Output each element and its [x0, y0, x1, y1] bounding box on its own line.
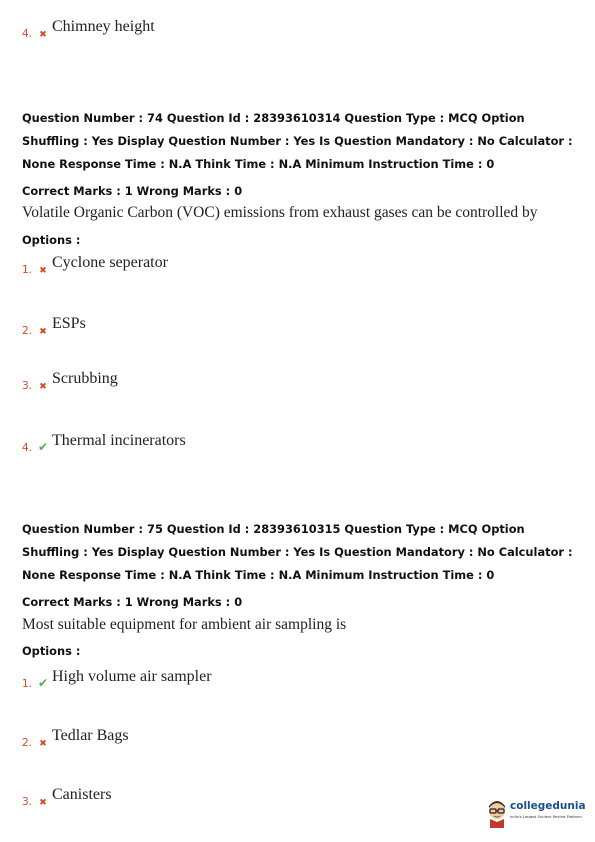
option-text: ESPs: [52, 315, 86, 332]
option-q74-2: [22, 315, 86, 337]
question-74-stem: Volatile Organic Carbon (VOC) emissions from exhaust gases can be controlled by: [22, 204, 538, 221]
option-number: 1.: [22, 678, 33, 690]
option-q75-1: [22, 668, 212, 690]
cross-icon: ✖: [39, 739, 47, 749]
option-q73-4: [22, 18, 155, 40]
logo-brand: collegedunia: [510, 800, 586, 812]
cross-icon: ✖: [39, 30, 47, 40]
option-number: 1.: [22, 264, 33, 276]
option-number: 4.: [22, 28, 33, 40]
option-number: 3.: [22, 796, 33, 808]
option-number: 4.: [22, 442, 33, 454]
checkmark-icon: ✔: [37, 440, 49, 454]
option-q75-3: [22, 786, 112, 808]
option-q74-3: [22, 370, 118, 392]
question-74-options-label: Options :: [22, 233, 81, 247]
question-75-options-label: Options :: [22, 644, 81, 658]
option-q74-1: [22, 254, 168, 276]
option-text: Scrubbing: [52, 370, 118, 387]
option-text: Canisters: [52, 786, 112, 803]
collegedunia-logo: [486, 798, 586, 830]
option-q74-4: [22, 432, 186, 454]
option-text: High volume air sampler: [52, 668, 212, 685]
option-number: 3.: [22, 380, 33, 392]
cross-icon: ✖: [39, 327, 47, 337]
logo-tagline: India's Largest Student Review Platform: [510, 815, 582, 819]
mascot-icon: [486, 798, 508, 828]
cross-icon: ✖: [39, 798, 47, 808]
option-text: Tedlar Bags: [52, 727, 129, 744]
option-text: Thermal incinerators: [52, 432, 186, 449]
cross-icon: ✖: [39, 382, 47, 392]
checkmark-icon: ✔: [37, 676, 49, 690]
question-75-stem: Most suitable equipment for ambient air sampling is: [22, 616, 347, 633]
question-75-marks: Correct Marks : 1 Wrong Marks : 0: [22, 595, 243, 609]
question-74-meta: Question Number : 74 Question Id : 28393610314 Question Type : MCQ Option Shuffling : Yes Display Question Number : Yes Is Question Mandatory : No Calculator : None Response Time : N.A Think Time : N.A Minimum Instruction Time : 0: [22, 111, 573, 171]
option-text: Cyclone seperator: [52, 254, 168, 271]
question-74-marks: Correct Marks : 1 Wrong Marks : 0: [22, 184, 243, 198]
option-number: 2.: [22, 737, 33, 749]
option-text: Chimney height: [52, 18, 155, 35]
option-q75-2: [22, 727, 129, 749]
cross-icon: ✖: [39, 266, 47, 276]
option-number: 2.: [22, 325, 33, 337]
question-75-meta: Question Number : 75 Question Id : 28393610315 Question Type : MCQ Option Shuffling : Yes Display Question Number : Yes Is Question Mandatory : No Calculator : None Response Time : N.A Think Time : N.A Minimum Instruction Time : 0: [22, 522, 573, 582]
